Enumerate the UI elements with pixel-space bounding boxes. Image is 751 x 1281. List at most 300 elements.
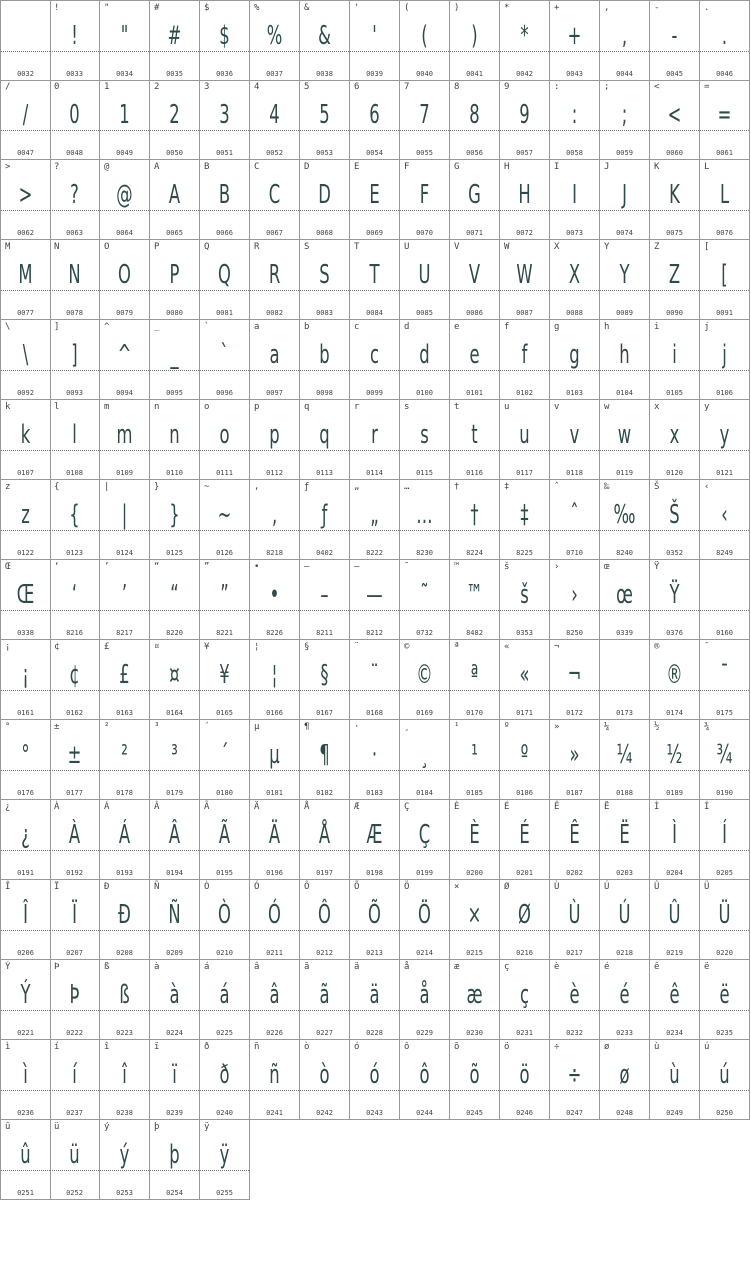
glyph-code: 0050: [166, 149, 183, 157]
glyph-label: ©: [404, 642, 410, 652]
glyph-preview: Õ: [368, 900, 381, 930]
glyph-label: Ë: [604, 802, 610, 812]
glyph-preview: Œ: [16, 580, 35, 610]
glyph-cell: [150, 240, 200, 320]
glyph-label: S: [304, 242, 310, 252]
glyph-cell: [650, 240, 700, 320]
glyph-preview: c: [369, 340, 380, 370]
baseline-divider: [300, 290, 349, 291]
glyph-label: d: [404, 322, 410, 332]
glyph-cell: [250, 560, 300, 640]
glyph-preview: º: [520, 740, 529, 770]
glyph-preview: Ð: [118, 900, 131, 930]
glyph-preview: ç: [519, 980, 530, 1010]
glyph-cell: [200, 480, 250, 560]
glyph-label: 5: [304, 82, 310, 92]
glyph-preview: ú: [719, 1060, 730, 1090]
glyph-label: ¤: [154, 642, 160, 652]
glyph-preview: ¬: [567, 660, 582, 690]
glyph-preview: ö: [519, 1060, 530, 1090]
baseline-divider: [700, 370, 749, 371]
glyph-cell: [300, 0, 350, 81]
baseline-divider: [350, 530, 399, 531]
baseline-divider: [100, 210, 149, 211]
glyph-label: C: [254, 162, 260, 172]
glyph-label: É: [504, 802, 510, 812]
baseline-divider: [200, 210, 249, 211]
baseline-divider: [700, 850, 749, 851]
glyph-cell: [400, 80, 450, 160]
glyph-code: 0062: [17, 229, 34, 237]
glyph-preview: û: [20, 1140, 31, 1170]
baseline-divider: [200, 610, 249, 611]
glyph-code: 8240: [616, 549, 633, 557]
glyph-code: 0235: [716, 1029, 733, 1037]
glyph-preview: ý: [119, 1140, 130, 1170]
glyph-code: 0068: [316, 229, 333, 237]
glyph-code: 0125: [166, 549, 183, 557]
glyph-cell: [250, 0, 300, 81]
glyph-preview: -: [671, 21, 678, 51]
glyph-label: o: [204, 402, 210, 412]
baseline-divider: [250, 1090, 299, 1091]
glyph-label: °: [5, 722, 11, 732]
baseline-divider: [700, 770, 749, 771]
glyph-label: ñ: [254, 1042, 260, 1052]
glyph-label: ‰: [604, 482, 610, 492]
glyph-cell: [200, 560, 250, 640]
baseline-divider: [650, 450, 699, 451]
baseline-divider: [550, 130, 599, 131]
glyph-preview: L: [719, 180, 730, 210]
glyph-preview: à: [169, 980, 180, 1010]
glyph-cell: [650, 320, 700, 400]
glyph-code: 0165: [216, 709, 233, 717]
glyph-label: ”: [204, 562, 210, 572]
baseline-divider: [250, 450, 299, 451]
glyph-label: å: [404, 962, 410, 972]
glyph-preview: ó: [369, 1060, 380, 1090]
glyph-preview: ü: [69, 1140, 80, 1170]
glyph-code: 0176: [17, 789, 34, 797]
glyph-cell: [0, 400, 51, 480]
glyph-code: 0085: [416, 309, 433, 317]
baseline-divider: [250, 1010, 299, 1011]
glyph-code: 0212: [316, 949, 333, 957]
glyph-code: 0172: [566, 709, 583, 717]
glyph-code: 0197: [316, 869, 333, 877]
glyph-preview: :: [571, 100, 578, 130]
baseline-divider: [1, 290, 50, 291]
glyph-label: t: [454, 402, 460, 412]
baseline-divider: [1, 850, 50, 851]
glyph-code: 0089: [616, 309, 633, 317]
glyph-preview: #: [167, 21, 182, 51]
glyph-label: b: [304, 322, 310, 332]
glyph-preview: —: [366, 580, 383, 610]
glyph-code: 0078: [66, 309, 83, 317]
glyph-cell: [300, 320, 350, 400]
baseline-divider: [150, 770, 199, 771]
glyph-preview: j: [722, 340, 727, 370]
glyph-label: ¯: [704, 642, 710, 652]
baseline-divider: [550, 770, 599, 771]
glyph-preview: è: [569, 980, 580, 1010]
glyph-preview: ~: [217, 500, 232, 530]
baseline-divider: [500, 450, 549, 451]
baseline-divider: [400, 530, 449, 531]
glyph-code: 0205: [716, 869, 733, 877]
baseline-divider: [650, 1010, 699, 1011]
glyph-preview: ‰: [613, 500, 636, 530]
glyph-code: 0203: [616, 869, 633, 877]
glyph-code: 0232: [566, 1029, 583, 1037]
baseline-divider: [450, 1010, 499, 1011]
glyph-code: 0173: [616, 709, 633, 717]
glyph-label: †: [454, 482, 460, 492]
glyph-cell: [450, 880, 500, 960]
baseline-divider: [1, 930, 50, 931]
glyph-code: 0058: [566, 149, 583, 157]
glyph-label: 9: [504, 82, 510, 92]
baseline-divider: [350, 130, 399, 131]
glyph-label: ¢: [54, 642, 60, 652]
baseline-divider: [100, 370, 149, 371]
glyph-label: v: [554, 402, 560, 412]
glyph-code: 0086: [466, 309, 483, 317]
glyph-preview: Ý: [20, 980, 31, 1010]
glyph-cell: [250, 320, 300, 400]
glyph-label: F: [404, 162, 410, 172]
glyph-code: 0188: [616, 789, 633, 797]
glyph-code: 8250: [566, 629, 583, 637]
glyph-cell: [450, 80, 500, 160]
glyph-preview: ¸: [420, 740, 429, 770]
glyph-cell: [250, 80, 300, 160]
glyph-code: 0208: [116, 949, 133, 957]
glyph-label: ö: [504, 1042, 510, 1052]
glyph-code: 0066: [216, 229, 233, 237]
glyph-label: …: [404, 482, 410, 492]
glyph-code: 0121: [716, 469, 733, 477]
glyph-preview: Â: [168, 820, 181, 850]
glyph-cell: [450, 720, 500, 800]
glyph-code: 0245: [466, 1109, 483, 1117]
baseline-divider: [300, 130, 349, 131]
glyph-label: Ä: [254, 802, 260, 812]
glyph-code: 0087: [516, 309, 533, 317]
glyph-label: Ê: [554, 802, 560, 812]
glyph-label: ®: [654, 642, 660, 652]
baseline-divider: [500, 210, 549, 211]
baseline-divider: [1, 370, 50, 371]
baseline-divider: [600, 370, 649, 371]
baseline-divider: [100, 130, 149, 131]
glyph-preview: ˆ: [570, 500, 579, 530]
glyph-preview: ¦: [271, 660, 278, 690]
baseline-divider: [500, 930, 549, 931]
glyph-preview: ê: [669, 980, 680, 1010]
glyph-preview: l: [72, 420, 77, 450]
baseline-divider: [500, 530, 549, 531]
glyph-cell: [100, 400, 150, 480]
glyph-cell: [450, 480, 500, 560]
glyph-code: 0168: [366, 709, 383, 717]
glyph-preview: i: [672, 340, 677, 370]
glyph-cell: [400, 480, 450, 560]
glyph-preview: r: [371, 420, 378, 450]
glyph-preview: (: [421, 21, 428, 51]
baseline-divider: [100, 1090, 149, 1091]
glyph-label: §: [304, 642, 310, 652]
glyph-preview: ‹: [721, 500, 728, 530]
glyph-cell: [100, 560, 150, 640]
glyph-code: 0248: [616, 1109, 633, 1117]
glyph-preview: F: [419, 180, 430, 210]
baseline-divider: [300, 930, 349, 931]
baseline-divider: [150, 290, 199, 291]
glyph-cell: [500, 800, 550, 880]
glyph-cell: [0, 800, 51, 880]
glyph-label: n: [154, 402, 160, 412]
glyph-preview: é: [619, 980, 630, 1010]
glyph-cell: [0, 320, 51, 400]
glyph-label: “: [154, 562, 160, 572]
glyph-code: 0043: [566, 70, 583, 78]
glyph-label: X: [554, 242, 560, 252]
glyph-code: 0126: [216, 549, 233, 557]
glyph-label: %: [254, 3, 260, 13]
glyph-code: 0111: [216, 469, 233, 477]
glyph-cell: [450, 640, 500, 720]
glyph-label: a: [254, 322, 260, 332]
glyph-preview: ò: [319, 1060, 330, 1090]
glyph-preview: À: [68, 820, 81, 850]
baseline-divider: [700, 51, 749, 52]
glyph-preview: ð: [219, 1060, 230, 1090]
baseline-divider: [450, 690, 499, 691]
baseline-divider: [550, 1090, 599, 1091]
baseline-divider: [200, 690, 249, 691]
glyph-code: 0215: [466, 949, 483, 957]
glyph-preview: [: [721, 260, 728, 290]
glyph-label: T: [354, 242, 360, 252]
glyph-preview: Ì: [672, 820, 677, 850]
glyph-code: 0242: [316, 1109, 333, 1117]
glyph-cell: [600, 560, 650, 640]
glyph-code: 0246: [516, 1109, 533, 1117]
glyph-preview: 5: [319, 100, 330, 130]
glyph-cell: [250, 640, 300, 720]
baseline-divider: [1, 1010, 50, 1011]
baseline-divider: [500, 51, 549, 52]
glyph-preview: k: [20, 420, 31, 450]
baseline-divider: [1, 210, 50, 211]
glyph-cell: [500, 560, 550, 640]
glyph-cell: [550, 0, 600, 81]
glyph-label: L: [704, 162, 710, 172]
glyph-label: Z: [654, 242, 660, 252]
glyph-label: ?: [54, 162, 60, 172]
glyph-cell: [250, 800, 300, 880]
glyph-code: 0247: [566, 1109, 583, 1117]
glyph-code: 0077: [17, 309, 34, 317]
baseline-divider: [600, 130, 649, 131]
glyph-label: Ø: [504, 882, 510, 892]
baseline-divider: [350, 770, 399, 771]
glyph-code: 0033: [66, 70, 83, 78]
glyph-preview: !: [71, 21, 78, 51]
glyph-code: 0071: [466, 229, 483, 237]
baseline-divider: [250, 610, 299, 611]
glyph-cell: [650, 880, 700, 960]
glyph-cell: [450, 960, 500, 1040]
glyph-preview: ¡: [22, 660, 29, 690]
glyph-preview: %: [266, 21, 283, 51]
glyph-code: 0164: [166, 709, 183, 717]
glyph-cell: [150, 480, 200, 560]
glyph-code: 0237: [66, 1109, 83, 1117]
baseline-divider: [300, 530, 349, 531]
glyph-label: Û: [654, 882, 660, 892]
glyph-preview: ®: [666, 660, 683, 690]
glyph-preview: „: [370, 500, 379, 530]
glyph-preview: ¹: [471, 740, 478, 770]
glyph-label: }: [154, 482, 160, 492]
glyph-preview: =: [717, 100, 732, 130]
glyph-cell: [150, 640, 200, 720]
glyph-code: 8218: [266, 549, 283, 557]
glyph-code: 0053: [316, 149, 333, 157]
glyph-code: 0204: [666, 869, 683, 877]
glyph-label: O: [104, 242, 110, 252]
glyph-preview: v: [569, 420, 580, 450]
glyph-cell: [550, 80, 600, 160]
glyph-code: 0214: [416, 949, 433, 957]
glyph-preview: ³: [171, 740, 178, 770]
glyph-preview: `: [220, 340, 229, 370]
baseline-divider: [300, 1010, 349, 1011]
glyph-preview: d: [419, 340, 430, 370]
glyph-label: Å: [304, 802, 310, 812]
glyph-label: H: [504, 162, 510, 172]
glyph-cell: [300, 560, 350, 640]
glyph-label: D: [304, 162, 310, 172]
glyph-label: 7: [404, 82, 410, 92]
glyph-preview: n: [169, 420, 180, 450]
baseline-divider: [400, 930, 449, 931]
glyph-preview: ¨: [370, 660, 379, 690]
baseline-divider: [200, 530, 249, 531]
baseline-divider: [700, 1090, 749, 1091]
glyph-cell: [400, 800, 450, 880]
glyph-cell: [350, 320, 400, 400]
glyph-label: Ÿ: [654, 562, 660, 572]
glyph-label: Æ: [354, 802, 360, 812]
glyph-code: 8216: [66, 629, 83, 637]
glyph-label: ˜: [404, 562, 410, 572]
glyph-code: 0218: [616, 949, 633, 957]
glyph-cell: [650, 560, 700, 640]
glyph-preview: m: [116, 420, 133, 450]
glyph-cell: [550, 640, 600, 720]
glyph-cell: [600, 480, 650, 560]
glyph-code: 0046: [716, 70, 733, 78]
glyph-code: 0065: [166, 229, 183, 237]
glyph-preview: ù: [669, 1060, 680, 1090]
glyph-cell: [100, 880, 150, 960]
glyph-label: ·: [354, 722, 360, 732]
glyph-code: 0084: [366, 309, 383, 317]
glyph-cell: [600, 640, 650, 720]
glyph-code: 0243: [366, 1109, 383, 1117]
glyph-label: »: [554, 722, 560, 732]
glyph-cell: [350, 720, 400, 800]
baseline-divider: [250, 770, 299, 771]
baseline-divider: [350, 850, 399, 851]
glyph-label: í: [54, 1042, 60, 1052]
glyph-code: 0094: [116, 389, 133, 397]
baseline-divider: [450, 530, 499, 531]
glyph-code: 0193: [116, 869, 133, 877]
glyph-code: 0115: [416, 469, 433, 477]
glyph-preview: ´: [220, 740, 229, 770]
glyph-code: 0178: [116, 789, 133, 797]
glyph-preview: ã: [319, 980, 330, 1010]
baseline-divider: [700, 1010, 749, 1011]
glyph-label: ±: [54, 722, 60, 732]
glyph-code: 0199: [416, 869, 433, 877]
glyph-cell: [500, 640, 550, 720]
glyph-preview: U: [418, 260, 431, 290]
glyph-preview: Ô: [318, 900, 331, 930]
glyph-code: 0037: [266, 70, 283, 78]
baseline-divider: [300, 610, 349, 611]
glyph-label: –: [304, 562, 310, 572]
glyph-label: Š: [654, 482, 660, 492]
glyph-preview: y: [719, 420, 730, 450]
glyph-code: 0116: [466, 469, 483, 477]
glyph-cell: [500, 160, 550, 240]
baseline-divider: [200, 450, 249, 451]
baseline-divider: [150, 450, 199, 451]
glyph-code: 0118: [566, 469, 583, 477]
glyph-cell: [100, 160, 150, 240]
baseline-divider: [250, 51, 299, 52]
glyph-code: 0080: [166, 309, 183, 317]
glyph-cell: [50, 960, 100, 1040]
glyph-cell: [500, 0, 550, 81]
glyph-code: 0051: [216, 149, 233, 157]
glyph-preview: |: [121, 500, 128, 530]
baseline-divider: [200, 1010, 249, 1011]
glyph-cell: [600, 800, 650, 880]
glyph-label: „: [354, 482, 360, 492]
glyph-label: ý: [104, 1122, 110, 1132]
glyph-label: û: [5, 1122, 11, 1132]
glyph-label: È: [454, 802, 460, 812]
glyph-preview: ¿: [21, 820, 30, 850]
baseline-divider: [350, 290, 399, 291]
baseline-divider: [650, 930, 699, 931]
baseline-divider: [600, 850, 649, 851]
glyph-cell: [0, 960, 51, 1040]
glyph-code: 0045: [666, 70, 683, 78]
glyph-label: á: [204, 962, 210, 972]
glyph-cell: [500, 80, 550, 160]
baseline-divider: [450, 610, 499, 611]
glyph-preview: •: [269, 580, 280, 610]
